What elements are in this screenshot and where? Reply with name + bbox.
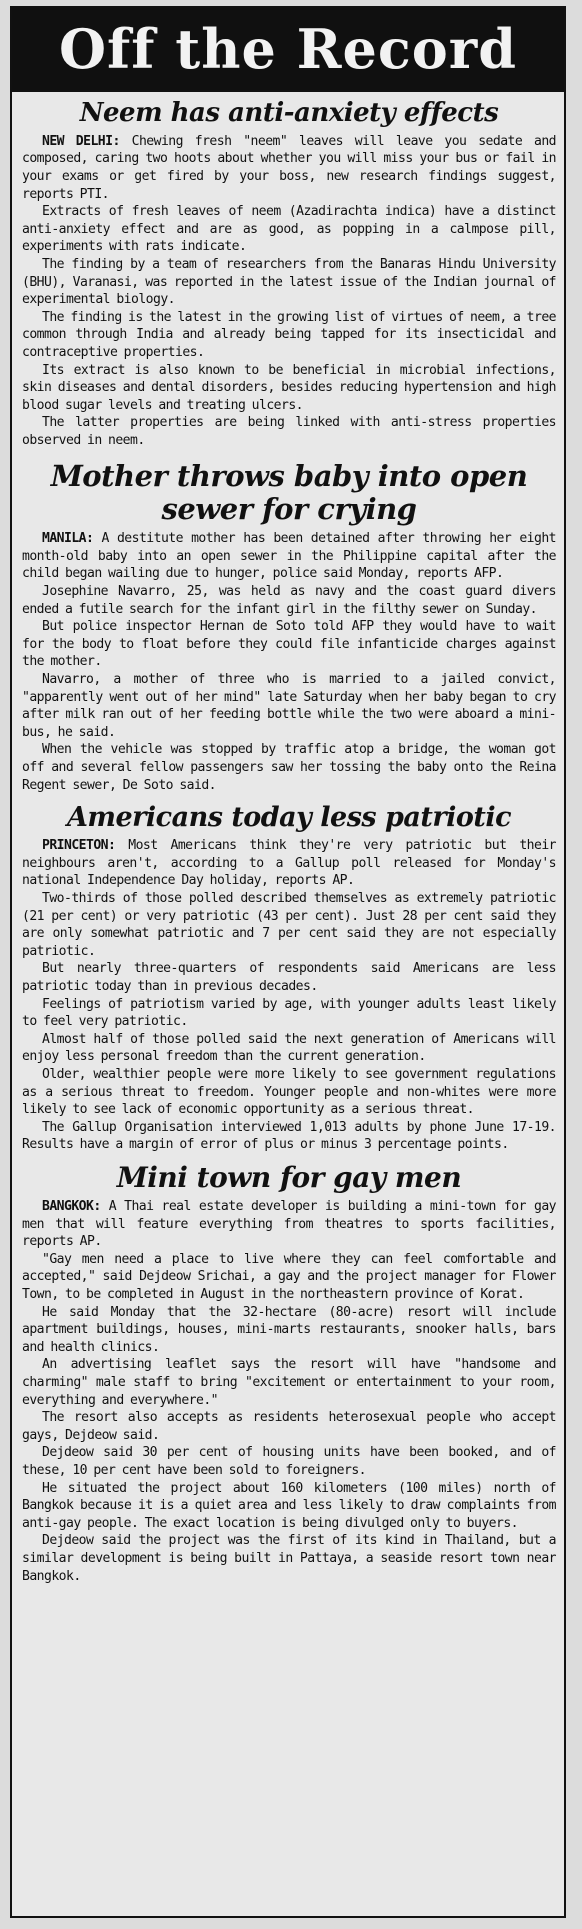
story-paragraph: The resort also accepts as residents heterosexual people who accept gays, Dejdeow said. xyxy=(22,1410,556,1443)
story-paragraph: "Gay men need a place to live where they can feel comfortable and accepted," said Dejdeow Srichai, a gay and the project manager for Flower Town, to be completed in August in the northeastern province of Korat. xyxy=(22,1251,556,1303)
story-paragraph: He said Monday that the 32-hectare (80-acre) resort will include apartment buildings, houses, mini-marts restaurants, snooker halls, bars and health clinics. xyxy=(22,1304,556,1355)
story-paragraph: Extracts of fresh leaves of neem (Azadirachta indica) have a distinct anti-anxiety effect and are as good, as popping in a calmpose pill, experiments with rats indicate. xyxy=(22,204,556,255)
story-paragraph: MANILA: A destitute mother has been detained after throwing her eight month-old baby into an open sewer in the Philippine capital after the child began wailing due to hunger, police said Monday, reports AFP. xyxy=(22,531,556,582)
story-paragraph: Feelings of patriotism varied by age, with younger adults least likely to feel very patriotic. xyxy=(22,996,556,1030)
story-dateline: PRINCETON: xyxy=(42,838,116,854)
story-paragraph: Navarro, a mother of three who is married to a jailed convict, "apparently went out of her mind" late Saturday when her baby began to cry after milk ran out of her feeding bottle while the two were aboard a mini-bus, he said. xyxy=(22,672,556,740)
story-paragraph: Two-thirds of those polled described themselves as extremely patriotic (21 per cent) or very patriotic (43 per cent). Just 28 per cent said they are only somewhat patriotic and 7 per cent said they are not especially patriotic. xyxy=(22,891,556,959)
story-dateline: NEW DELHI: xyxy=(42,133,120,149)
story-headline: Neem has anti-anxiety effects xyxy=(79,98,499,128)
story-paragraph: Dejdeow said the project was the first of its kind in Thailand, but a similar development is being built in Pattaya, a seaside resort town near Bangkok. xyxy=(22,1533,556,1584)
column-content xyxy=(12,92,564,1585)
story-headline: Mini town for gay men xyxy=(116,1160,462,1194)
story-paragraph: He situated the project about 160 kilometers (100 miles) north of Bangkok because it is a quiet area and less likely to draw complaints from anti-gay people. The exact location is being divulged only to buyers. xyxy=(22,1480,556,1531)
story-manila xyxy=(22,460,556,795)
story-dateline: BANGKOK: xyxy=(42,1199,101,1215)
masthead-title: Off the Record xyxy=(12,8,564,92)
story-paragraph: The latter properties are being linked with anti-stress properties observed in neem. xyxy=(22,415,556,448)
story-paragraph: The finding is the latest in the growing list of virtues of neem, a tree common through India and already being tapped for its insecticidal and contraceptive properties. xyxy=(22,309,556,361)
story-paragraph: The Gallup Organisation interviewed 1,013 adults by phone June 17-19. Results have a margin of error of plus or minus 3 percentage points. xyxy=(22,1119,556,1153)
story-paragraph: Josephine Navarro, 25, was held as navy and the coast guard divers ended a futile search for the infant girl in the filthy sewer on Sunday. xyxy=(22,584,556,617)
story-dateline: MANILA: xyxy=(42,531,94,547)
newspaper-clipping xyxy=(10,6,566,1918)
story-paragraph: Its extract is also known to be beneficial in microbial infections, skin diseases and dental disorders, besides reducing hypertension and high blood sugar levels and treating ulcers. xyxy=(22,362,556,413)
story-paragraph: BANGKOK: A Thai real estate developer is building a mini-town for gay men that will feature everything from theatres to sports facilities, reports AP. xyxy=(22,1199,556,1250)
story-paragraph: PRINCETON: Most Americans think they're very patriotic but their neighbours aren't, according to a Gallup poll released for Monday's national Independence Day holiday, reports AP. xyxy=(22,838,556,889)
story-paragraph: But nearly three-quarters of respondents said Americans are less patriotic today than in previous decades. xyxy=(22,961,556,994)
story-neem xyxy=(22,99,556,450)
story-headline: Mother throws baby into open sewer for crying xyxy=(50,458,528,526)
story-paragraph: But police inspector Hernan de Soto told AFP they would have to wait for the body to float before they could file infanticide charges against the mother. xyxy=(22,619,556,670)
story-bangkok xyxy=(22,1162,556,1585)
story-paragraph: Almost half of those polled said the next generation of Americans will enjoy less personal freedom than the current generation. xyxy=(22,1031,556,1065)
story-headline: Americans today less patriotic xyxy=(66,802,512,834)
story-paragraph: NEW DELHI: Chewing fresh "neem" leaves will leave you sedate and composed, caring two hoots about whether you will miss your bus or fail in your exams or get fired by your boss, new research findings suggest, reports PTI. xyxy=(22,133,556,202)
story-paragraph: An advertising leaflet says the resort will have "handsome and charming" male staff to bring "excitement or entertainment to your room, everything and everywhere." xyxy=(22,1357,556,1408)
story-paragraph: When the vehicle was stopped by traffic atop a bridge, the woman got off and several fellow passengers saw her tossing the baby onto the Reina Regent sewer, De Soto said. xyxy=(22,742,556,793)
story-paragraph: The finding by a team of researchers from the Banaras Hindu University (BHU), Varanasi, was reported in the latest issue of the Indian journal of experimental biology. xyxy=(22,257,556,308)
story-princeton xyxy=(22,802,556,1154)
story-paragraph: Dejdeow said 30 per cent of housing units have been booked, and of these, 10 per cent have been sold to foreigners. xyxy=(22,1445,556,1478)
story-paragraph: Older, wealthier people were more likely to see government regulations as a serious threat to freedom. Younger people and non-whites were more likely to see lack of economic opportunity as a serious threat. xyxy=(22,1066,556,1118)
